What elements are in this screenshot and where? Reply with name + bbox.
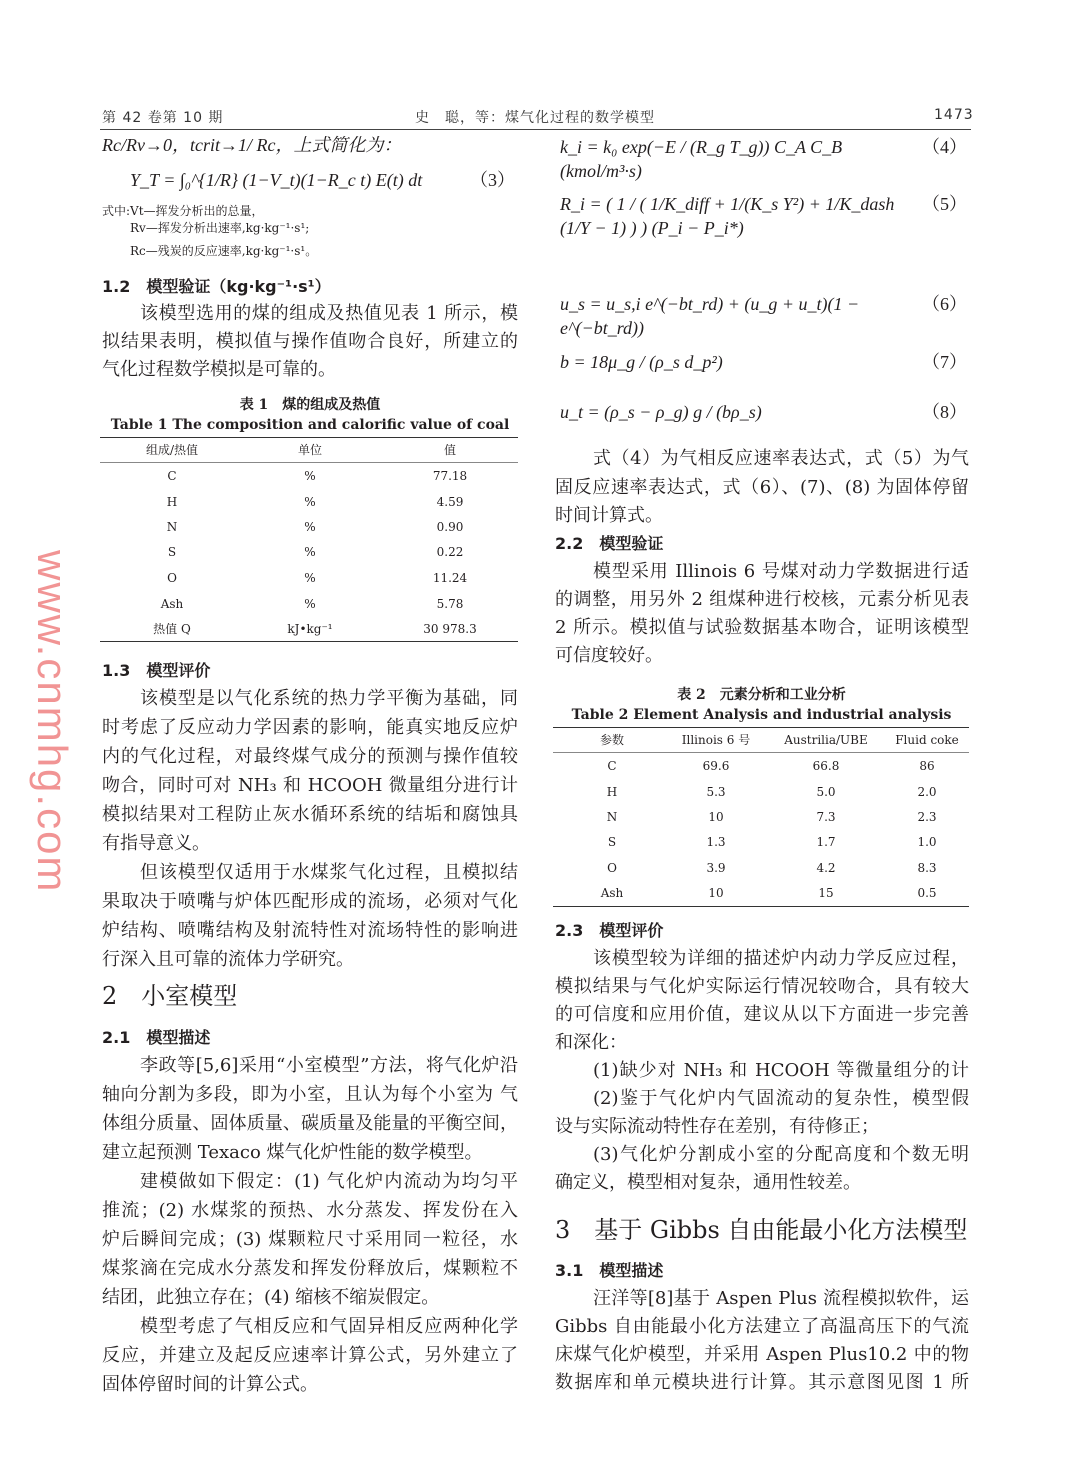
text-line: 模型采用 Illinois 6 号煤对动力学数据进行适	[593, 561, 969, 582]
equation-6: u_s = u_s,i e^(−bt_rd) + (u_g + u_t)(1 − e^(−bt_rd))	[560, 294, 860, 338]
note-line: Rv—挥发分析出速率,kg·kg⁻¹·s¹;	[130, 221, 310, 235]
text-line: 内的气化过程，对最终煤气成分的预测与操作值较	[102, 746, 518, 767]
table-cell: 0.22	[436, 545, 464, 559]
text-line: 的可信度和应用价值，建议从以下方面进一步完善	[555, 1004, 969, 1025]
equation-8: u_t = (ρ_s − ρ_g) g / (bρ_s)	[560, 402, 762, 422]
text-line: 反应，并建立及起反应速率计算公式，另外建立了	[102, 1345, 518, 1366]
table-cell: %	[304, 495, 316, 509]
text-line: 李政等[5,6]采用“小室模型”方法，将气化炉沿	[140, 1055, 518, 1076]
equation-number: （8）	[922, 402, 967, 422]
watermark: www.cnmhg.com	[29, 550, 76, 894]
text-line: Gibbs 自由能最小化方法建立了高温高压下的气流	[555, 1316, 969, 1337]
text-line: Rc/Rv→0，tcrit→1/ Rc，上式简化为：	[102, 135, 402, 155]
text-line: 果取决于喷嘴与炉体匹配形成的流场，必须对气化	[102, 891, 518, 912]
table-header: 组成/热值	[145, 443, 199, 457]
table-cell: C	[607, 759, 617, 773]
list-item: (2)鉴于气化炉内气固流动的复杂性，模型假	[593, 1088, 969, 1109]
table-rule	[553, 727, 969, 728]
text-line: 数据库和单元模块进行计算。其示意图见图 1 所	[555, 1372, 969, 1393]
table-rule	[553, 752, 969, 753]
text-line: 的调整，用另外 2 组煤种进行校核，元素分析见表	[555, 589, 969, 610]
table-caption-en: Table 2 Element Analysis and industrial analysis	[571, 707, 952, 723]
table-cell: 10	[708, 886, 724, 900]
text-line: 可信度较好。	[555, 645, 663, 666]
text-line: 该模型是以气化系统的热力学平衡为基础，同	[140, 688, 518, 709]
table-cell: %	[304, 469, 316, 483]
table-cell: 热值 Q	[153, 622, 191, 636]
equation-number: （6）	[922, 294, 967, 314]
table-cell: Ash	[600, 886, 624, 900]
text-line: 但该模型仅适用于水煤浆气化过程，且模拟结	[140, 862, 518, 883]
table-cell: 0.5	[917, 886, 937, 900]
note-line: Rc—残炭的反应速率,kg·kg⁻¹·s¹。	[130, 244, 318, 258]
table-rule	[100, 462, 518, 463]
equation-4: k_i = k₀ exp(−E / (R_g T_g)) C_A C_B (kmol/m³·s)	[560, 137, 843, 181]
table-cell: O	[607, 861, 617, 875]
table-cell: 86	[919, 759, 935, 773]
text-line: 床煤气化炉模型，并采用 Aspen Plus10.2 中的物	[555, 1344, 969, 1365]
table-cell: 2.3	[917, 810, 937, 824]
table-cell: H	[166, 495, 178, 509]
equation-3: Y_T = ∫₀^{1/R} (1−V_t)(1−R_c t) E(t) dt	[130, 170, 423, 190]
table-cell: 66.8	[812, 759, 840, 773]
text-line: 确定义，模型相对复杂，通用性较差。	[555, 1172, 861, 1193]
table-header: 参数	[599, 733, 624, 747]
text-line: 固体停留时间的计算公式。	[102, 1374, 318, 1395]
chapter-heading: 3 基于 Gibbs 自由能最小化方法模型	[555, 1216, 968, 1244]
text-line: 模拟结果与气化炉实际运行情况较吻合，具有较大	[555, 976, 969, 997]
table-cell: 30 978.3	[423, 622, 477, 636]
table-rule	[100, 437, 518, 438]
text-line: 2 所示。模拟值与试验数据基本吻合，证明该模型	[555, 617, 969, 638]
text-line: 体组分质量、固体质量、碳质量及能量的平衡空间，	[102, 1113, 518, 1134]
running-title: 史 聪，等：煤气化过程的数学模型	[415, 110, 655, 126]
table-cell: kJ•kg⁻¹	[287, 622, 333, 636]
equation-number: （3）	[470, 170, 515, 190]
table-cell: 2.0	[917, 785, 937, 799]
text-line: 行深入且可靠的流体力学研究。	[102, 949, 354, 970]
table-cell: 77.18	[432, 469, 468, 483]
text-line: 吻合，同时可对 NH₃ 和 HCOOH 微量组分进行计	[102, 775, 518, 796]
table-cell: O	[167, 571, 177, 585]
table-cell: 5.78	[436, 597, 464, 611]
table-cell: S	[607, 835, 617, 849]
text-line: 时间计算式。	[555, 505, 663, 526]
text-line: 时考虑了反应动力学因素的影响，能真实地反应炉	[102, 717, 518, 738]
text-line: 有指导意义。	[102, 833, 210, 854]
equation-5: R_i = ( 1 / ( 1/K_diff + 1/(K_s Y²) + 1/K_dash (1/Y − 1) ) ) (P_i − P_i*)	[560, 194, 895, 238]
equation-number: （7）	[922, 352, 967, 372]
table-cell: 4.59	[436, 495, 464, 509]
equation-number: （5）	[922, 194, 967, 214]
table-cell: 1.0	[917, 835, 937, 849]
text-line: 模拟结果对工程防止灰水循环系统的结垢和腐蚀具	[102, 804, 518, 825]
table-cell: 69.6	[702, 759, 730, 773]
equation-number: （4）	[922, 137, 967, 157]
text-line: 和深化：	[555, 1032, 627, 1053]
table-caption: 表 2 元素分析和工业分析	[677, 687, 846, 703]
table-cell: N	[166, 520, 178, 534]
section-heading: 1.3 模型评价	[102, 661, 211, 680]
table-cell: Ash	[160, 597, 184, 611]
text-line: 气化过程数学模拟是可靠的。	[102, 359, 336, 380]
table-caption: 表 1 煤的组成及热值	[239, 397, 381, 413]
text-line: 建立起预测 Texaco 煤气化炉性能的数学模型。	[102, 1142, 483, 1163]
table-cell: 0.90	[436, 520, 464, 534]
table-cell: 7.3	[816, 810, 836, 824]
note-line: 式中:Vt—挥发分析出的总量，	[102, 204, 264, 218]
text-line: 轴向分割为多段，即为小室，且认为每个小室为 气	[102, 1084, 518, 1105]
table-cell: H	[606, 785, 618, 799]
table-caption-en: Table 1 The composition and calorific value of coal	[110, 417, 510, 433]
text-line: 拟结果表明，模拟值与操作值吻合良好，所建立的	[102, 331, 518, 352]
section-heading: 3.1 模型描述	[555, 1261, 664, 1280]
text-line: 建模做如下假定：(1) 气化炉内流动为均匀平	[140, 1171, 518, 1192]
text-line: 该模型较为详细的描述炉内动力学反应过程，	[593, 948, 969, 969]
table-cell: %	[304, 571, 316, 585]
text-line: 汪洋等[8]基于 Aspen Plus 流程模拟软件，运	[593, 1288, 969, 1309]
table-cell: C	[167, 469, 177, 483]
text-line: 该模型选用的煤的组成及热值见表 1 所示，模	[140, 303, 518, 324]
section-heading: 2.1 模型描述	[102, 1028, 211, 1047]
table-rule	[100, 641, 518, 642]
text-line: 炉后瞬间完成；(3) 煤颗粒尺寸采用同一粒径，水	[102, 1229, 518, 1250]
chapter-heading: 2 小室模型	[102, 982, 238, 1010]
header-rule	[100, 129, 971, 130]
table-cell: 1.7	[816, 835, 836, 849]
table-cell: 15	[818, 886, 834, 900]
text-line: 固反应速率表达式，式（6）、(7)、(8) 为固体停留	[555, 477, 969, 498]
table-header: 单位	[297, 443, 322, 457]
table-rule	[553, 906, 969, 907]
table-cell: 5.0	[816, 785, 836, 799]
page-number: 1473	[934, 107, 974, 123]
table-header: Fluid coke	[895, 733, 959, 747]
table-cell: N	[606, 810, 618, 824]
list-item: (3)气化炉分割成小室的分配高度和个数无明	[593, 1144, 969, 1165]
section-heading: 1.2 模型验证（kg·kg⁻¹·s¹）	[102, 277, 331, 296]
table-cell: %	[304, 597, 316, 611]
table-cell: 4.2	[816, 861, 836, 875]
equation-7: b = 18μ_g / (ρ_s d_p²)	[560, 352, 723, 372]
table-header: Austrilia/UBE	[784, 733, 868, 747]
table-header: Illinois 6 号	[681, 733, 751, 747]
table-cell: 8.3	[917, 861, 937, 875]
table-cell: S	[167, 545, 177, 559]
section-heading: 2.2 模型验证	[555, 534, 664, 553]
text-line: 设与实际流动特性存在差别，有待修正；	[555, 1116, 879, 1137]
section-heading: 2.3 模型评价	[555, 921, 664, 940]
table-cell: %	[304, 520, 316, 534]
text-line: 煤浆滴在完成水分蒸发和挥发份释放后，煤颗粒不	[102, 1258, 518, 1279]
text-line: 结团，此独立存在；(4) 缩核不缩炭假定。	[102, 1287, 440, 1308]
table-cell: 1.3	[706, 835, 726, 849]
table-cell: 3.9	[706, 861, 726, 875]
journal-issue: 第 42 卷第 10 期	[102, 110, 224, 126]
text-line: 模型考虑了气相反应和气固异相反应两种化学	[140, 1316, 518, 1337]
text-line: 式（4）为气相反应速率表达式，式（5）为气	[593, 448, 969, 469]
text-line: 炉结构、喷嘴结构及射流特性对流场特性的影响进	[102, 920, 518, 941]
list-item: (1)缺少对 NH₃ 和 HCOOH 等微量组分的计	[593, 1060, 969, 1081]
table-cell: 10	[708, 810, 724, 824]
table-cell: 11.24	[432, 571, 468, 585]
text-line: 推流；(2) 水煤浆的预热、水分蒸发、挥发份在入	[102, 1200, 518, 1221]
table-cell: %	[304, 545, 316, 559]
table-header: 值	[443, 443, 456, 457]
table-cell: 5.3	[706, 785, 726, 799]
